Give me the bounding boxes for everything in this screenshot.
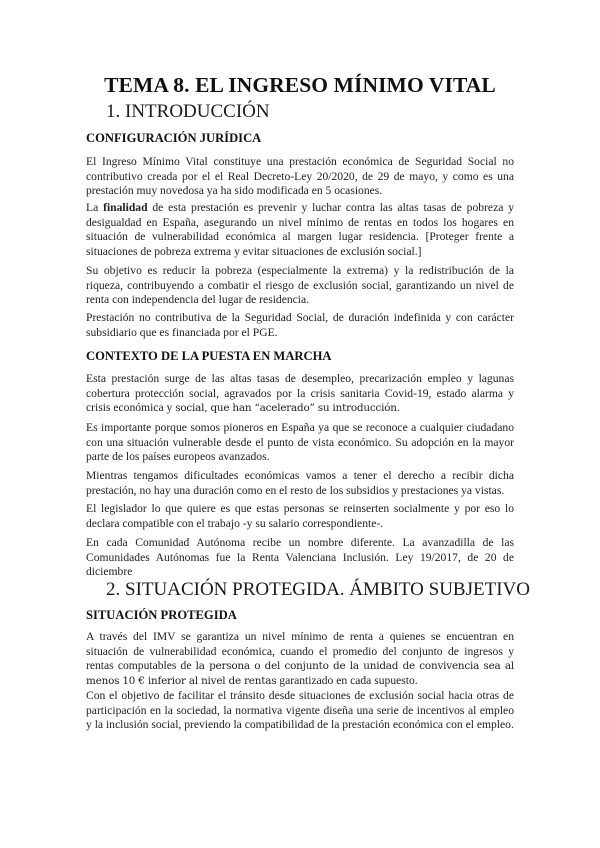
paragraph: Es importante porque somos pioneros en España ya que se reconoce a cualquier ciudadano con una situación vulnerable desde el punto de vista económico. Su adopción en la mayor parte de los países europeos avanzados.	[86, 421, 514, 463]
paragraph: En cada Comunidad Autónoma recibe un nombre diferente. La avanzadilla de las Comunidades Autónomas fue la Renta Valenciana Inclusión. Ley 19/2017, de 20 de diciembre	[86, 536, 514, 578]
paragraph-prefix: La	[86, 201, 104, 214]
document-title: TEMA 8. EL INGRESO MÍNIMO VITAL	[104, 73, 496, 97]
section-heading-introduccion: 1. INTRODUCCIÓN	[106, 101, 270, 122]
paragraph-tail: garantizado en cada supuesto.	[279, 673, 418, 687]
paragraph: El Ingreso Mínimo Vital constituye una prestación económica de Seguridad Social no contributivo creada por el el Real Decreto-Ley 20/2020, de 29 de mayo, y como es una prestación muy novedosa ya ha sido modificada en 5 ocasiones.	[86, 155, 514, 197]
paragraph-main: Esta prestación surge de las altas tasas de desempleo, precarización empleo y lagunas cobertura protección social, agravados por la crisis sanitaria Covid-19, estado alarma y crisis económica y	[86, 372, 514, 414]
paragraph: Mientras tengamos dificultades económicas vamos a tener el derecho a recibir dicha prestación, no hay una duración como en el resto de los subsidios y prestaciones ya vistas.	[86, 469, 514, 497]
paragraph-tail: social, que han “acelerado” su introducción.	[175, 402, 400, 414]
paragraph-rest: de esta prestación es prevenir y luchar contra las altas tasas de pobreza y desigualdad en España, asegurando un nivel mínimo de rentas en todos los hogares en situación de vulnerabilidad económica al margen lugar residencia. [Proteger frente a situaciones de pobreza extrema y evitar situaciones de exclusión social.]	[86, 201, 514, 258]
paragraph: Con el objetivo de facilitar el tránsito desde situaciones de exclusión social hacia otras de participación en la sociedad, la normativa vigente diseña una serie de incentivos al empleo y la inclusión social, previendo la compatibilidad de la prestación económica con el empleo.	[86, 689, 514, 731]
bold-term-finalidad: finalidad	[103, 201, 148, 214]
paragraph	[86, 372, 514, 416]
paragraph-main: A través del IMV se garantiza un nivel mínimo de renta a quienes se encuentran en situación de vulnerabilidad económica, cuando el promedio del conjunto de ingresos y rentas computables de	[86, 630, 514, 672]
paragraph: El legislador lo que quiere es que estas personas se reinserten socialmente y por eso lo declara compatible con el trabajo -y su salario correspondiente-.	[86, 502, 514, 530]
subsection-heading-configuracion-juridica: CONFIGURACIÓN JURÍDICA	[86, 131, 262, 145]
subsection-heading-situacion-protegida: SITUACIÓN PROTEGIDA	[86, 608, 237, 622]
section-heading-situacion-protegida: 2. SITUACIÓN PROTEGIDA. ÁMBITO SUBJETIVO	[106, 579, 530, 600]
paragraph: Prestación no contributiva de la Seguridad Social, de duración indefinida y con carácter subsidiario que es financiada por el PGE.	[86, 311, 514, 339]
paragraph	[86, 201, 514, 259]
paragraph	[86, 630, 514, 688]
subsection-heading-contexto: CONTEXTO DE LA PUESTA EN MARCHA	[86, 349, 332, 363]
paragraph-highlight: la persona o del conjunto de la unidad de convivencia sea al menos 10 € inferior al nivel de rentas	[86, 660, 514, 687]
paragraph: Su objetivo es reducir la pobreza (especialmente la extrema) y la redistribución de la riqueza, contribuyendo a combatir el riesgo de exclusión social, garantizando un nivel de renta con independencia del lugar de residencia.	[86, 264, 514, 306]
